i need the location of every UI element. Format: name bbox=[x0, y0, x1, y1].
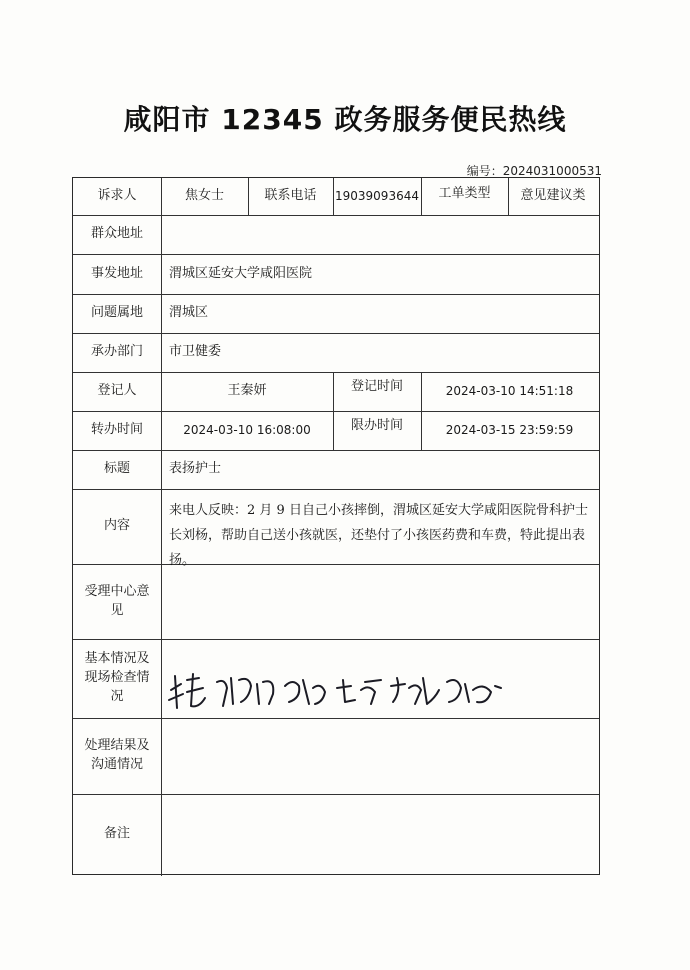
remarks-value bbox=[161, 794, 598, 874]
center-opinion-label: 受理中心意见 bbox=[84, 583, 150, 618]
transfer-time-value: 2024-03-10 16:08:00 bbox=[183, 422, 311, 437]
complainant-value: 焦女士 bbox=[184, 188, 224, 204]
subject-label: 标题 bbox=[103, 461, 130, 477]
content-label: 内容 bbox=[103, 518, 130, 534]
complaint-form-table bbox=[72, 177, 600, 875]
deadline-label: 限办时间 bbox=[350, 418, 403, 433]
result-label: 处理结果及沟通情况 bbox=[84, 738, 150, 772]
page-title: 咸阳市 12345 政务服务便民热线 bbox=[123, 103, 567, 136]
public-address-label: 群众地址 bbox=[90, 226, 143, 242]
phone-label: 联系电话 bbox=[264, 188, 317, 204]
subject-value: 表扬护士 bbox=[169, 461, 222, 477]
transfer-time-label: 转办时间 bbox=[90, 422, 143, 438]
register-time-label: 登记时间 bbox=[350, 379, 403, 394]
site-check-label: 基本情况及现场检查情况 bbox=[84, 651, 150, 704]
jurisdiction-value: 渭城区 bbox=[169, 305, 209, 321]
ticket-type-label: 工单类型 bbox=[438, 186, 491, 201]
incident-address-value: 渭城区延安大学咸阳医院 bbox=[169, 265, 313, 281]
serial-value: 2024031000531 bbox=[502, 164, 602, 178]
public-address-value bbox=[161, 215, 598, 254]
remarks-label: 备注 bbox=[103, 825, 130, 841]
complainant-label: 诉求人 bbox=[97, 188, 137, 204]
result-value bbox=[161, 718, 598, 794]
handling-dept-value: 市卫健委 bbox=[169, 344, 222, 360]
register-time-value: 2024-03-10 14:51:18 bbox=[445, 383, 574, 398]
phone-value: 19039093644 bbox=[335, 188, 419, 203]
serial-label: 编号： bbox=[466, 164, 503, 178]
deadline-value: 2024-03-15 23:59:59 bbox=[445, 422, 574, 437]
registrar-label: 登记人 bbox=[97, 383, 137, 399]
handwritten-note bbox=[165, 668, 505, 712]
ticket-type-value: 意见建议类 bbox=[520, 188, 586, 204]
jurisdiction-label: 问题属地 bbox=[90, 305, 143, 321]
registrar-value: 王秦妍 bbox=[227, 383, 267, 399]
center-opinion-value bbox=[161, 564, 598, 639]
handling-dept-label: 承办部门 bbox=[90, 344, 143, 360]
content-value: 来电人反映：2 月 9 日自己小孩摔倒，渭城区延安大学咸阳医院骨科护士长刘杨，帮助自己送小孩就医，还垫付了小孩医药费和车费，特此提出表扬。 bbox=[169, 503, 588, 568]
incident-address-label: 事发地址 bbox=[90, 265, 143, 281]
